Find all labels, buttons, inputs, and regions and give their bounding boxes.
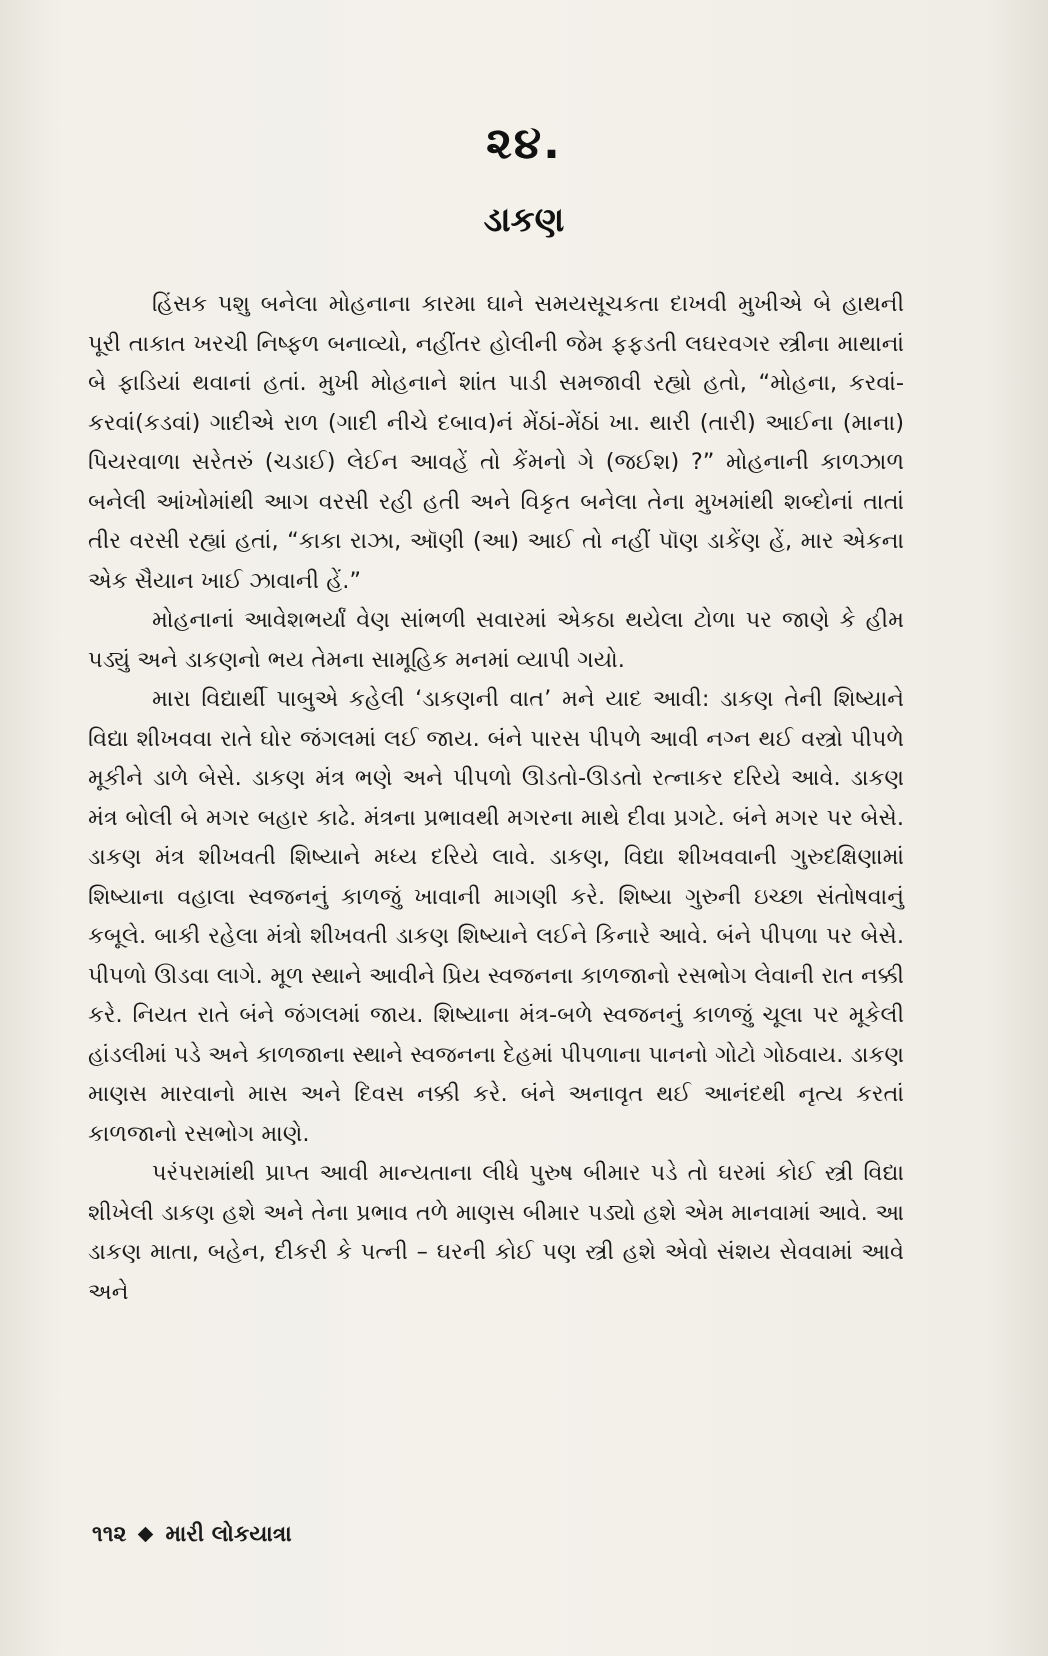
book-title: મારી લોકયાત્રા: [165, 1522, 292, 1547]
chapter-title: ડાકણ: [483, 200, 565, 240]
paragraph: મારા વિદ્યાર્થી પાબુએ કહેલી ‘ડાકણની વાત’ મને યાદ આવી: ડાકણ તેની શિષ્યાને વિદ્યા શીખવવા રાતે ઘોર જંગલમાં લઈ જાય. બંને પારસ પીપળે આવી નગ્ન થઈ વસ્ત્રો પીપળે મૂકીને ડાળે બેસે. ડાકણ મંત્ર ભણે અને પીપળો ઊડતો-ઊડતો રત્નાકર દરિયે આવે. ડાકણ મંત્ર બોલી બે મગર બહાર કાઢે. મંત્રના પ્રભાવથી મગરના માથે દીવા પ્રગટે. બંને મગર પર બેસે. ડાકણ મંત્ર શીખવતી શિષ્યાને મધ્ય દરિયે લાવે. ડાકણ, વિદ્યા શીખવવાની ગુરુદક્ષિણામાં શિષ્યાના વહાલા સ્વજનનું કાળજું ખાવાની માગણી કરે. શિષ્યા ગુરુની ઇચ્છા સંતોષવાનું કબૂલે. બાકી રહેલા મંત્રો શીખવતી ડાકણ શિષ્યાને લઈને કિનારે આવે. બંને પીપળા પર બેસે. પીપળો ઊડવા લાગે. મૂળ સ્થાને આવીને પ્રિય સ્વજનના કાળજાનો રસભોગ લેવાની રાત નક્કી કરે. નિયત રાતે બંને જંગલમાં જાય. શિષ્યાના મંત્ર-બળે સ્વજનનું કાળજું ચૂલા પર મૂકેલી હાંડલીમાં પડે અને કાળજાના સ્થાને સ્વજનના દેહમાં પીપળાના પાનનો ગોટો ગોઠવાય. ડાકણ માણસ મારવાનો માસ અને દિવસ નક્કી કરે. બંને અનાવૃત થઈ આનંદથી નૃત્ય કરતાં કાળજાનો રસભોગ માણે.: [88, 686, 904, 1147]
chapter-body: [88, 285, 904, 1312]
paragraph: હિંસક પશુ બનેલા મોહનાના કારમા ઘાને સમયસૂચકતા દાખવી મુખીએ બે હાથની પૂરી તાકાત ખરચી નિષ્ફળ બનાવ્યો, નહીંતર હોલીની જેમ ફફડતી લઘરવગર સ્ત્રીના માથાનાં બે ફાડિયાં થવાનાં હતાં. મુખી મોહનાને શાંત પાડી સમજાવી રહ્યો હતો, “મોહના, કરવાં-કરવાં(કડવાં) ગાદીએ રાળ (ગાદી નીચે દબાવ)નં મેંઠાં-મેંઠાં ખા. થારી (તારી) આઈના (માના) પિયરવાળા સરેતરું (ચડાઈ) લેઈન આવહેં તો કેંમનો ગે (જઈશ) ?” મોહનાની કાળઝાળ બનેલી આંખોમાંથી આગ વરસી રહી હતી અને વિકૃત બનેલા તેના મુખમાંથી શબ્દોનાં તાતાં તીર વરસી રહ્યાં હતાં, “કાકા રાઝા, ઑણી (આ) આઈ તો નહીં પૉણ ડાકેંણ હેં, માર એકના એક સૈયાન ખાઈ ઝાવાની હેં.”: [88, 291, 904, 594]
paragraph: પરંપરામાંથી પ્રાપ્ત આવી માન્યતાના લીધે પુરુષ બીમાર પડે તો ઘરમાં કોઈ સ્ત્રી વિદ્યા શીખેલી ડાકણ હશે અને તેના પ્રભાવ તળે માણસ બીમાર પડ્યો હશે એમ માનવામાં આવે. આ ડાકણ માતા, બહેન, દીકરી કે પત્ની – ઘરની કોઈ પણ સ્ત્રી હશે એવો સંશય સેવવામાં આવે અને: [88, 1160, 904, 1305]
paragraph: મોહનાનાં આવેશભર્યાં વેણ સાંભળી સવારમાં એકઠા થયેલા ટોળા પર જાણે કે હીમ પડ્યું અને ડાકણનો ભય તેમના સામૂહિક મનમાં વ્યાપી ગયો.: [88, 607, 904, 673]
chapter-number: ૨૪.: [486, 118, 562, 169]
page-footer: [92, 1522, 292, 1547]
page-number: ૧૧૨: [92, 1522, 127, 1547]
diamond-icon: [138, 1527, 154, 1543]
